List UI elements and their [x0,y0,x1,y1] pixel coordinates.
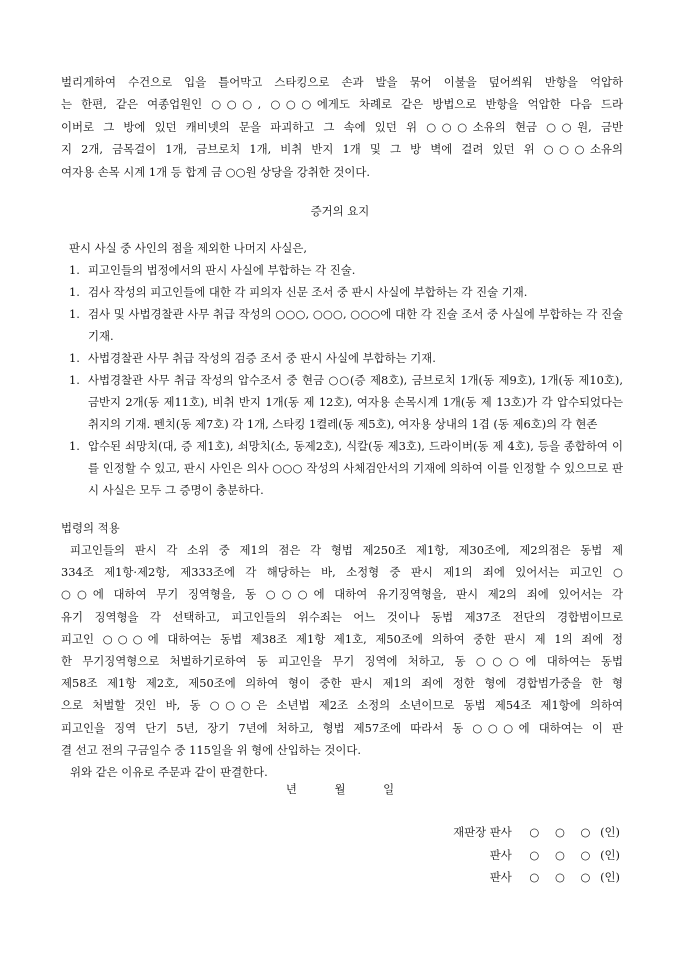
judge-name: ○ ○ ○ [529,825,597,839]
judgment-date [0,781,680,797]
law-line: 유기 징역형을 각 선택하고, 피고인들의 위수죄는 어느 것이나 동법 제37조 전단의 경합범이므로 [61,609,623,624]
law-line: 으로 처벌할 것인 바, 동 ○○○은 소년법 제2조 소정의 소년이므로 동법 제54조 제1항에 의하여 [61,698,623,713]
facts-line: 는 한편, 같은 여종업원인 ○○○, ○○○에게도 차례로 같은 방법으로 반항을 억압한 다음 드라 [61,97,623,112]
judge-signatures [453,821,620,889]
evidence-item-number: 1. [69,285,80,299]
facts-line: 여자용 손목 시계 1개 등 합계 금 ○○원 상당을 강취한 것이다. [61,164,371,179]
evidence-item-number: 1. [69,263,80,277]
evidence-item-text: 사법경찰관 사무 취급 작성의 검증 조서 중 판시 사실에 부합하는 기재. [88,351,436,365]
judge-signature-line [453,821,620,844]
law-line: 제58조 제1항 제2호, 제50조에 의하여 형이 중한 판시 제1의 죄에 정한 형에 경합범가중을 한 형 [61,676,623,691]
judge-name: ○ ○ ○ [529,870,597,884]
evidence-item [61,303,623,347]
evidence-item-number: 1. [69,439,80,453]
law-line: 피고인을 징역 단기 5년, 장기 7년에 처하고, 형법 제57조에 따라서 동 ○○○에 대하여는 이 판 [61,720,623,735]
evidence-item [61,281,623,303]
evidence-item-text: 검사 작성의 피고인들에 대한 각 피의자 신문 조서 중 판시 사실에 부합하는 각 진술 기재. [88,285,528,299]
closing-sentence: 위와 같은 이유로 주문과 같이 판결한다. [70,764,268,779]
law-line: 피고인 ○○○에 대하여는 동법 제38조 제1항 제1호, 제50조에 의하여 중한 판시 제 1의 죄에 정 [61,631,623,646]
law-line: 결 선고 전의 구금일수 중 115일을 위 형에 산입하는 것이다. [61,742,362,757]
evidence-item [61,369,623,435]
seal-mark: (인) [600,825,620,839]
evidence-item [61,435,623,501]
law-line: 한 무기징역형으로 처벌하기로하여 동 피고인을 무기 징역에 처하고, 동 ○○○에 대하여는 동법 [61,653,623,668]
law-line: 피고인들의 판시 각 소위 중 제1의 점은 각 형법 제250조 제1항, 제30조에, 제2의점은 동법 제 [70,543,623,557]
evidence-heading: 증거의 요지 [310,204,370,218]
date-year: 년 [285,782,297,796]
evidence-item-number: 1. [69,351,80,365]
judge-signature-line [453,866,620,889]
evidence-item [61,259,623,281]
facts-line: 이버로 그 방에 있던 캐비넷의 문을 파괴하고 그 속에 있던 위 ○○○소유의 현금 ○○원, 금반 [61,119,623,134]
seal-mark: (인) [600,847,620,862]
evidence-item [61,347,623,369]
facts-paragraph [61,74,623,186]
law-heading: 법령의 적용 [61,521,120,535]
evidence-lead: 판시 사실 중 사인의 점을 제외한 나머지 사실은, [69,241,308,255]
evidence-item-text: 압수된 쇠망치(대, 증 제1호), 쇠망치(소, 동제2호), 식칼(동 제3호), 드라이버(동 제 4호), 등을 종합하여 이를 인정할 수 있고, 판시 사인은 의사 ○○○ 작성의 사체검안서의 기재에 의하여 이를 인정할 수 있으므로 판시 사실은 모두 그 증명이 충분하다. [88,439,623,497]
judge-role: 재판장 판사 [453,825,512,839]
date-month: 월 [334,782,346,796]
judge-signature-line [453,844,620,867]
evidence-item-text: 검사 및 사법경찰관 사무 취급 작성의 ○○○, ○○○, ○○○에 대한 각 진술 조서 중 사실에 부합하는 각 진술 기재. [88,307,623,343]
evidence-item-number: 1. [69,373,80,387]
judge-role: 판사 [489,847,512,862]
date-day: 일 [383,782,395,796]
seal-mark: (인) [600,870,620,884]
evidence-item-text: 사법경찰관 사무 취급 작성의 압수조서 중 현금 ○○(증 제8호), 금브로치 1개(동 제9호), 1개(동 제10호), 금반지 2개(동 제11호), 비취 반지 1개(동 제 12호), 여자용 손목시계 1개(동 제 13호)가 각 압수되었다는 취지의 기재. 펜치(동 제7호) 각 1개, 스타킹 1켤레(동 제5호), 여자용 상내의 1겹 (동 제6호)의 각 현존 [88,373,623,431]
law-application-section [61,517,623,783]
law-line: ○○에 대하여 무기 징역형을, 동 ○○○에 대하여 유기징역형을, 판시 제2의 죄에 있어서는 각 [61,587,623,602]
law-line: 334조 제1항·제2항, 제333조에 각 해당하는 바, 소정형 중 판시 제1의 죄에 있어서는 피고인 ○ [61,565,623,580]
law-paragraph [61,539,623,761]
judge-role: 판사 [489,870,512,884]
facts-line: 지 2개, 금목걸이 1개, 금브로치 1개, 비취 반지 1개 및 그 방 벽에 걸려 있던 위 ○○○소유의 [61,142,623,157]
facts-line: 벌리게하여 수건으로 입을 틀어막고 스타킹으로 손과 발을 묶어 이불을 덮어씌워 반항을 억압하 [61,75,623,89]
evidence-item-text: 피고인들의 법정에서의 판시 사실에 부합하는 각 진술. [88,263,356,277]
evidence-item-number: 1. [69,307,80,321]
judge-name: ○ ○ ○ [529,847,597,862]
evidence-section [61,237,623,501]
